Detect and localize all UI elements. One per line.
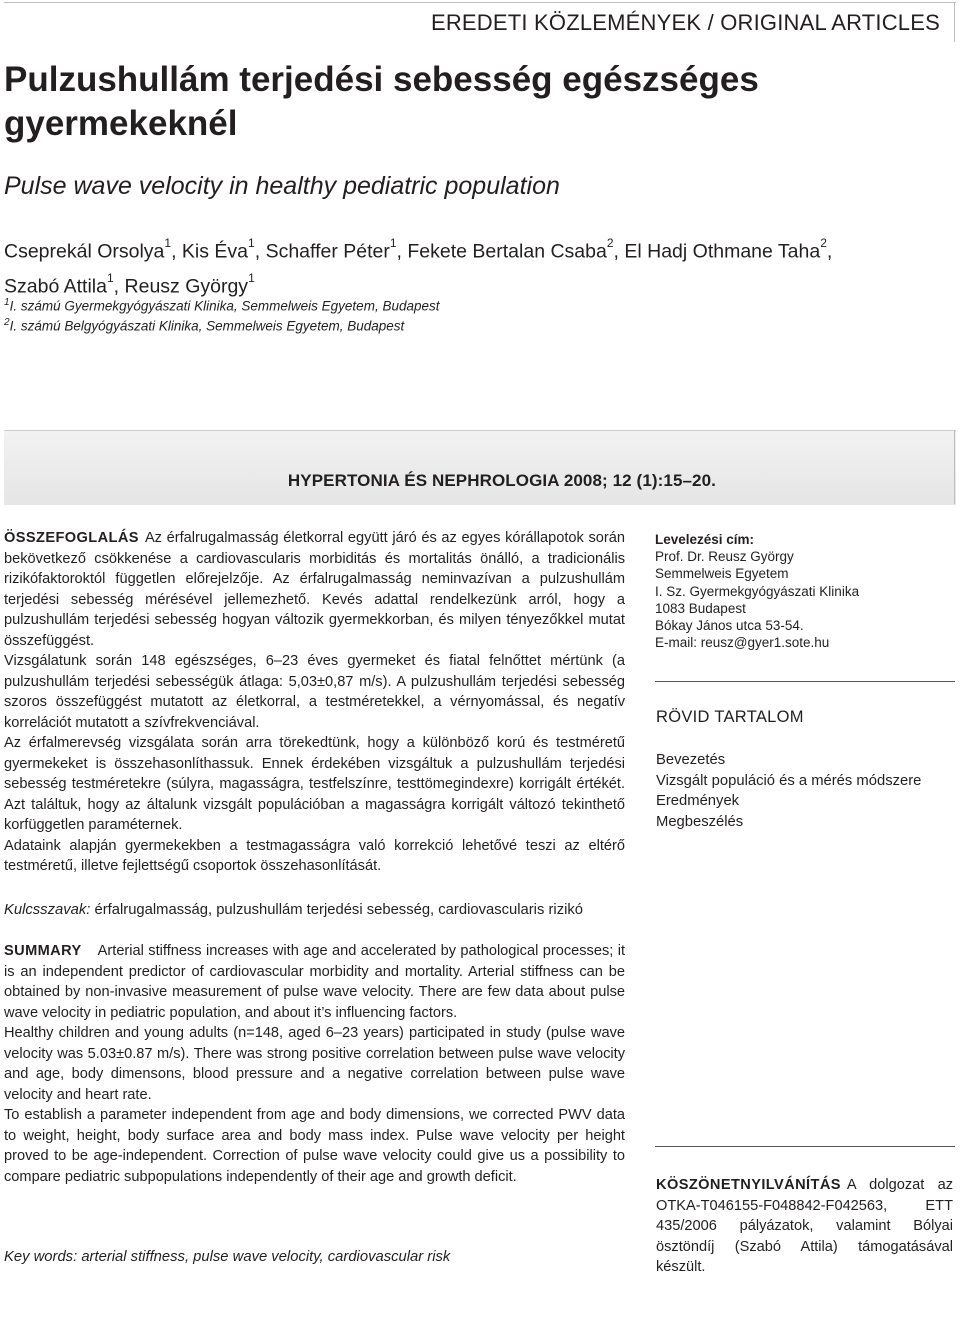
toc-item: Eredmények <box>656 793 740 809</box>
toc-heading: RÖVID TARTALOM <box>656 708 804 726</box>
author-affiliation-mark: 1 <box>248 236 255 250</box>
author-affiliation-mark: 1 <box>248 270 255 285</box>
abstract-label: ÖSSZEFOGLALÁS <box>4 530 139 546</box>
keywords-text: arterial stiffness, pulse wave velocity, cardiovascular risk <box>81 1249 451 1265</box>
summary-text: Arterial stiffness increases with age and accelerated by pathological processes; it is an independent predictor of cardiovascular morbidity and mortality. Arterial stiffness can be obtained by non-invasive measurement of pulse wave velocity. There are few data about pulse wave velocity in pediatric population, and about it’s influencing factors. <box>4 943 625 1021</box>
author-list: Cseprekál Orsolya$^1$, Kis Éva$^1$, Schaffer Péter$^1$, Fekete Bertalan Csaba$^2$, El Hadj Othmane Taha$^2$, Szabó Attila$^1$, Reusz György$^1$ <box>4 236 833 297</box>
header-rule <box>4 2 956 3</box>
keywords-label: Kulcsszavak: <box>4 902 91 918</box>
author-affiliation-mark: 1 <box>164 236 172 250</box>
keywords-english <box>4 1249 450 1265</box>
author-affiliation-mark: 2 <box>820 236 827 250</box>
correspondence-heading: Levelezési cím: <box>655 532 755 547</box>
toc-item: Megbeszélés <box>656 813 744 830</box>
keywords-label: Key words: <box>4 1249 78 1265</box>
correspondence-block <box>655 531 895 651</box>
author-name: Kis Éva <box>181 240 249 263</box>
acknowledgement-label: KÖSZÖNETNYILVÁNÍTÁS <box>656 1177 841 1193</box>
article-title: Pulzushullám terjedési sebesség egészséges gyermekeknél <box>4 60 759 143</box>
author-name: Reusz György <box>124 275 249 297</box>
abstract-hungarian <box>4 528 625 877</box>
abstract-paragraph: Vizsgálatunk során 148 egészséges, 6–23 éves gyermeket és fiatal felnőttet mértünk (a pulzushullám terjedési sebességük átlaga: 5,03±0,87 m/s). A pulzushullám terjedési sebesség szoros összefüggést mutatott az életkorral, a testméretekkel, a vérnyomással, és negatív korrelációt mutatott a szívfrekvenciával. <box>4 653 625 731</box>
correspondence-line: Prof. Dr. Reusz György <box>655 549 794 565</box>
correspondence-email: E-mail: reusz@gyer1.sote.hu <box>655 635 830 651</box>
author-affiliation-mark: 1 <box>389 236 397 250</box>
abstract-paragraph: Az érfalmerevség vizsgálata során arra törekedtünk, hogy a különböző korú és testméretű gyermekeket is összehasonlíthassuk. Ennek érdekében vizsgáltuk a pulzushullám terjedési sebesség testméretekre (súlyra, magasságra, testfelszínre, testtömegindexre) korrigált értékét. Azt találtuk, hogy az általunk vizsgált populációban a magasságra korrigált változó tekinthető korfüggetlen paraméternek. <box>4 735 625 833</box>
author-name: Szabó Attila <box>4 275 107 297</box>
abstract-paragraph <box>4 528 625 651</box>
author-name: Fekete Bertalan Csaba <box>407 240 607 263</box>
acknowledgement-block <box>656 1175 953 1278</box>
toc-list <box>656 750 921 832</box>
summary-label: SUMMARY <box>4 943 82 959</box>
journal-band <box>4 430 956 505</box>
correspondence-line: 1083 Budapest <box>655 600 746 616</box>
journal-band-edge <box>954 430 955 504</box>
toc-item: Bevezetés <box>656 752 726 768</box>
section-label: EREDETI KÖZLEMÉNYEK / ORIGINAL ARTICLES <box>430 10 940 35</box>
acknowledgement-rule <box>655 1146 955 1147</box>
toc-rule <box>655 681 955 682</box>
affiliation-text: I. számú Belgyógyászati Klinika, Semmelweis Egyetem, Budapest <box>9 318 405 334</box>
correspondence-line: Bókay János utca 53-54. <box>655 618 804 634</box>
affiliation-2 <box>4 314 404 336</box>
affiliation-1 <box>4 294 440 316</box>
abstract-paragraph: Adataink alapján gyermekekben a testmagasságra való korrekció lehetővé teszi az eltérő testméretű, illetve fejlettségű csoportok összehasonlítását. <box>4 837 625 874</box>
toc-item: Vizsgált populáció és a mérés módszere <box>656 772 922 789</box>
author-affiliation-mark: 1 <box>106 270 114 285</box>
affiliation-number: 1 <box>4 297 10 308</box>
correspondence-line: I. Sz. Gyermekgyógyászati Klinika <box>655 583 860 599</box>
affiliation-number: 2 <box>4 317 10 328</box>
summary-paragraph: To establish a parameter independent from age and body dimensions, we corrected PWV data to weight, height, body surface area and body mass index. Pulse wave velocity per height proved to be age-independent. Correction of pulse wave velocity could give us a possibility to compare pediatric subpopulations independently of their age and growth deficit. <box>4 1107 625 1185</box>
acknowledgement-text: A dolgozat az OTKA-T046155-F048842-F042563, ETT 435/2006 pályázatok, valamint Bólyai ösztöndíj (Szabó Attila) támogatásával készült. <box>656 1177 953 1275</box>
author-affiliation-mark: 2 <box>606 236 614 250</box>
correspondence-line: Semmelweis Egyetem <box>655 566 789 582</box>
abstract-text: Az érfalrugalmasság életkorral együtt járó és az egyes kórállapotok során bekövetkező csökkenése a cardiovascularis morbiditás és mortalitás önálló, a tradicionális rizikófaktoroktól független előrejelzője. Az érfalrugalmasság neminvazívan a pulzushullám terjedési sebesség mérésével jellemezhető. Kevés adattal rendelkezünk arról, hogy a pulzushullám terjedési sebesség hogyan változik gyermekkorban, és milyen tényezőkkel mutat összefüggést. <box>4 530 625 649</box>
header-rule-vertical <box>954 2 955 42</box>
author-name: Cseprekál Orsolya <box>4 240 165 263</box>
author-name: Schaffer Péter <box>265 240 390 263</box>
affiliation-text: I. számú Gyermekgyógyászati Klinika, Semmelweis Egyetem, Budapest <box>9 298 440 314</box>
keywords-text: érfalrugalmasság, pulzushullám terjedési sebesség, cardiovascularis rizikó <box>94 902 584 918</box>
article-subtitle: Pulse wave velocity in healthy pediatric population <box>4 172 560 200</box>
summary-paragraph <box>4 941 625 1023</box>
author-name: El Hadj Othmane Taha <box>624 240 821 263</box>
journal-citation: HYPERTONIA ÉS NEPHROLOGIA 2008; 12 (1):15–20. <box>287 471 716 490</box>
summary-paragraph: Healthy children and young adults (n=148, aged 6–23 years) participated in study (pulse wave velocity was 5.03±0.87 m/s). There was strong positive correlation between pulse wave velocity and age, body dimensons, blood pressure and a negative correlation between pulse wave velocity and heart rate. <box>4 1025 625 1103</box>
summary-english <box>4 941 625 1187</box>
keywords-hungarian <box>4 902 583 918</box>
